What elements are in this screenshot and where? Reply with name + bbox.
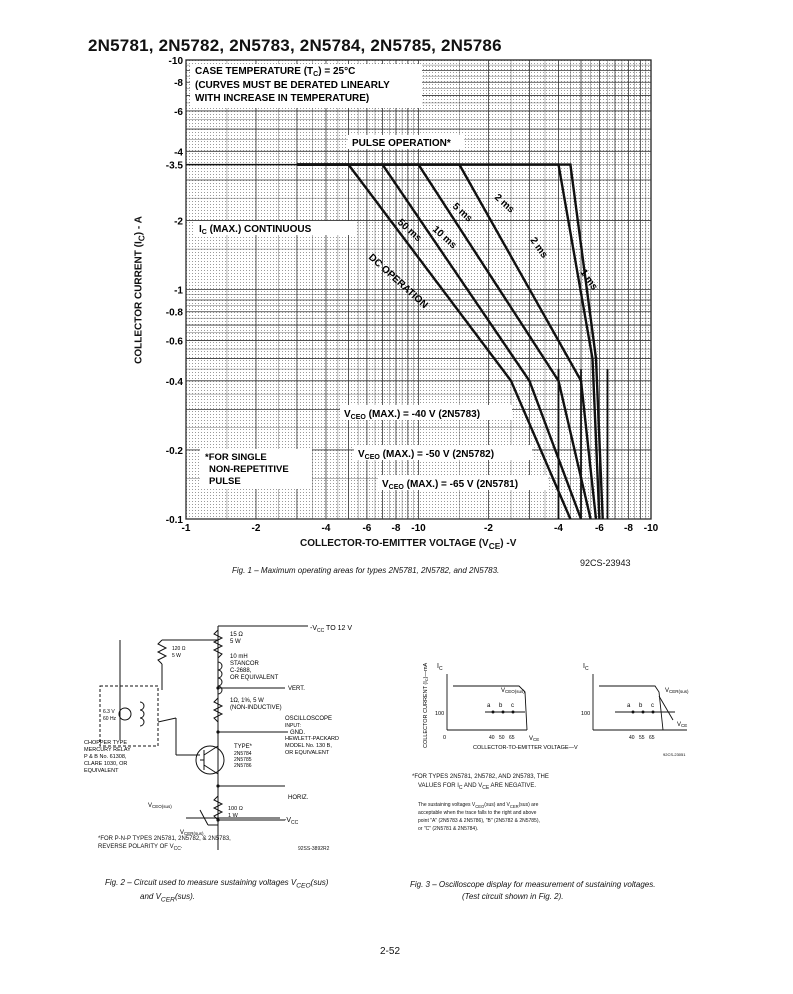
ind-label-4: OR EQUIVALENT xyxy=(230,675,279,681)
r2-label-2: (NON-INDUCTIVE) xyxy=(230,705,282,711)
fig3-tick-r-65: 65 xyxy=(649,735,655,741)
fig3-note-1: *FOR TYPES 2N5781, 2N5782, AND 2N5783, THE xyxy=(412,774,549,780)
y-tick-label: -3.5 xyxy=(165,160,183,172)
fig3-point-b: b xyxy=(499,703,503,709)
type-label-2: 2N5784 xyxy=(234,751,252,757)
ind-label: 10 mH xyxy=(230,654,248,660)
fig3-point-a: a xyxy=(487,703,491,709)
r3-label: 120 Ω xyxy=(172,646,186,652)
figure-3-caption-2: (Test circuit shown in Fig. 2). xyxy=(462,892,564,901)
scope-label-1: OSCILLOSCOPE xyxy=(285,716,333,722)
x-tick-label: -10 xyxy=(411,523,426,534)
label-1ms: 1 ms xyxy=(577,267,600,293)
horiz-label: HORIZ. xyxy=(288,795,309,801)
figure-1-caption: Fig. 1 – Maximum operating areas for types 2N5781, 2N5782, and 2N5783. xyxy=(232,566,500,575)
scope-label-4: MODEL No. 130 B, xyxy=(285,743,332,749)
label-2ms-left: 2 ms xyxy=(491,192,517,216)
pnp-note-1: *FOR P-N-P TYPES 2N5781, 2N5782, & 2N5783, xyxy=(98,836,231,842)
scope-label-2: INPUT: xyxy=(285,723,301,729)
y-tick-label: -0.6 xyxy=(165,336,183,348)
r3-label-2: 5 W xyxy=(172,653,181,659)
fig3-vce-right: VCE xyxy=(677,722,688,728)
fig3-point-c-right: c xyxy=(651,703,654,709)
relay-label-1: CHOPPER TYPE xyxy=(84,740,127,746)
figure-3-scope-display xyxy=(415,630,715,765)
r2-label: 1Ω, 1%, 5 W xyxy=(230,698,264,704)
vert-label: VERT. xyxy=(288,686,305,692)
ind-label-3: C-2688, xyxy=(230,668,252,674)
y-tick-label: -1 xyxy=(174,285,183,297)
fig3-note-4: acceptable when the trace falls to the right and above xyxy=(418,810,537,816)
fig3-tick-65: 65 xyxy=(509,735,515,741)
relay-label-4: CLARE 1030, OR xyxy=(84,761,128,767)
fig3-val-100: 100 xyxy=(435,711,445,717)
y-tick-label: -0.8 xyxy=(165,307,183,319)
x-tick-label: -8 xyxy=(624,523,633,534)
page-title: 2N5781, 2N5782, 2N5783, 2N5784, 2N5785, 2N5786 xyxy=(88,36,502,55)
label-5ms: 5 ms xyxy=(449,201,475,225)
fig3-ic-label-left: $I_C$ xyxy=(437,663,443,672)
relay-label-2: MERCURY RELAY xyxy=(84,747,131,753)
type-label-4: 2N5786 xyxy=(234,763,252,769)
x-axis-label: COLLECTOR-TO-EMITTER VOLTAGE $(V_{CE})$ -V xyxy=(300,538,517,551)
figure-2-caption-2: and $V_{CER}(sus)$. xyxy=(140,892,195,904)
label-10ms: 10 ms xyxy=(429,224,459,252)
source-label-2: 60 Hz xyxy=(103,716,117,722)
fig3-point-c: c xyxy=(511,703,514,709)
fig3-vcer-sus-label: VCER(sus) xyxy=(665,688,689,694)
x-tick-label: -8 xyxy=(391,523,401,534)
label-2ms: 2 ms xyxy=(527,235,550,261)
gnd-label: GND. xyxy=(290,730,305,736)
figure-1-code: 92CS-23943 xyxy=(580,558,631,568)
fig3-note-2: VALUES FOR $I_C$ AND $V_{CE}$ ARE NEGATIVE. xyxy=(418,783,537,792)
fig3-vceo-sus-label: VCEO(sus) xyxy=(501,688,525,694)
temp-note-line2: (CURVES MUST BE DERATED LINEARLY xyxy=(195,80,390,91)
x-tick-label: -2 xyxy=(484,523,493,534)
vcc-label: $-V_{CC}$ TO 12 V xyxy=(310,625,352,634)
ind-label-2: STANCOR xyxy=(230,661,259,667)
relay-label-3: P & B No. 61308, xyxy=(84,754,127,760)
relay-label-5: EQUIVALENT xyxy=(84,768,119,774)
x-tick-label: -4 xyxy=(554,523,563,534)
vceo-65-label: $V_{CEO}$ (MAX.) = -65 V (2N5781) xyxy=(382,479,519,491)
y-tick-label: -4 xyxy=(174,147,183,159)
x-tick-label: -2 xyxy=(251,523,261,534)
fig3-tick-40: 40 xyxy=(489,735,495,741)
scope-label-5: OR EQUIVALENT xyxy=(285,750,330,756)
fig3-tick-r-55: 55 xyxy=(639,735,645,741)
ic-continuous-label: $I_C$ (MAX.) CONTINUOUS xyxy=(199,224,312,236)
vceo-sus-label: VCEO(sus) xyxy=(148,803,172,809)
vcer-sus-label: VCER(sus) xyxy=(180,830,204,836)
r1-label: 15 Ω xyxy=(230,632,243,638)
footnote-line2: NON-REPETITIVE xyxy=(209,464,289,475)
footnote-line1: *FOR SINGLE xyxy=(205,452,267,463)
fig3-x-label: COLLECTOR-TO-EMITTER VOLTAGE—V xyxy=(473,745,578,751)
x-tick-label: -6 xyxy=(594,523,604,534)
y-tick-label: -6 xyxy=(174,106,183,118)
fig3-note-6: or "C" (2N5781 & 2N5784). xyxy=(418,826,479,832)
fig3-val-100-right: 100 xyxy=(581,711,591,717)
r1-label-2: 5 W xyxy=(230,639,241,645)
figure-2-code: 92SS-3892R2 xyxy=(298,846,330,852)
fig3-point-b-right: b xyxy=(639,703,643,709)
fig3-note-5: point "A" (2N5783 & 2N5786), "B" (2N5782 & 2N5785), xyxy=(418,818,540,824)
figure-2-circuit xyxy=(80,610,400,850)
source-label: 6.3 V xyxy=(103,709,115,715)
type-label-1: TYPE* xyxy=(234,744,253,750)
vceo-50-label: $V_{CEO}$ (MAX.) = -50 V (2N5782) xyxy=(358,449,495,461)
temp-note-line1: CASE TEMPERATURE $(T_C) = 25^\circ C$ xyxy=(195,66,356,78)
r4-label: 100 Ω xyxy=(228,806,243,812)
fig3-ic-label-right: $I_C$ xyxy=(583,663,589,672)
fig3-note-3: The sustaining voltages $V_{CEO}(sus)$ and $V_{CER}(sus)$ are xyxy=(418,802,539,809)
y-tick-label: -10 xyxy=(168,56,183,67)
temp-note-line3: WITH INCREASE IN TEMPERATURE) xyxy=(195,93,370,104)
y-tick-label: -2 xyxy=(174,216,183,228)
pnp-note-2: REVERSE POLARITY OF $V_{CC}$. xyxy=(98,844,183,853)
vceo-40-label: $V_{CEO}$ (MAX.) = -40 V (2N5783) xyxy=(344,409,481,421)
fig3-tick-r-40: 40 xyxy=(629,735,635,741)
y-tick-label: -0.4 xyxy=(165,376,183,388)
y-tick-label: -0.1 xyxy=(165,515,183,526)
x-tick-label: -1 xyxy=(181,523,191,534)
y-axis-label: COLLECTOR CURRENT $(I_C)$ - A xyxy=(133,216,147,364)
pulse-operation-label: PULSE OPERATION* xyxy=(352,138,451,149)
fig3-code: 92CS-23051 xyxy=(663,752,686,757)
neg-vcc-label: $-V_{CC}$ xyxy=(284,817,299,826)
x-tick-label: -4 xyxy=(321,523,331,534)
type-label-3: 2N5785 xyxy=(234,757,252,763)
figure-3-caption-1: Fig. 3 – Oscilloscope display for measurement of sustaining voltages. xyxy=(410,880,656,889)
r4-label-2: 1 W xyxy=(228,813,238,819)
footnote-line3: PULSE xyxy=(209,476,241,487)
fig3-tick-50: 50 xyxy=(499,735,505,741)
figure-2-caption-1: Fig. 2 – Circuit used to measure sustaining voltages $V_{CEO}(sus)$ xyxy=(105,878,329,890)
y-tick-label: -8 xyxy=(174,78,183,90)
fig3-val-0: 0 xyxy=(443,735,447,741)
fig3-vce-left: VCE xyxy=(529,736,540,742)
x-tick-label: -6 xyxy=(362,523,372,534)
y-tick-label: -0.2 xyxy=(165,445,183,457)
dc-operation-label: DC OPERATION xyxy=(365,252,430,312)
scope-label-3: HEWLETT-PACKARD xyxy=(285,736,339,742)
fig3-y-label: COLLECTOR CURRENT (IC)—mA xyxy=(423,662,429,748)
fig3-point-a-right: a xyxy=(627,703,631,709)
label-50ms: 50 ms xyxy=(394,217,424,245)
x-tick-label: -10 xyxy=(643,523,659,534)
page-number: 2-52 xyxy=(380,946,401,957)
